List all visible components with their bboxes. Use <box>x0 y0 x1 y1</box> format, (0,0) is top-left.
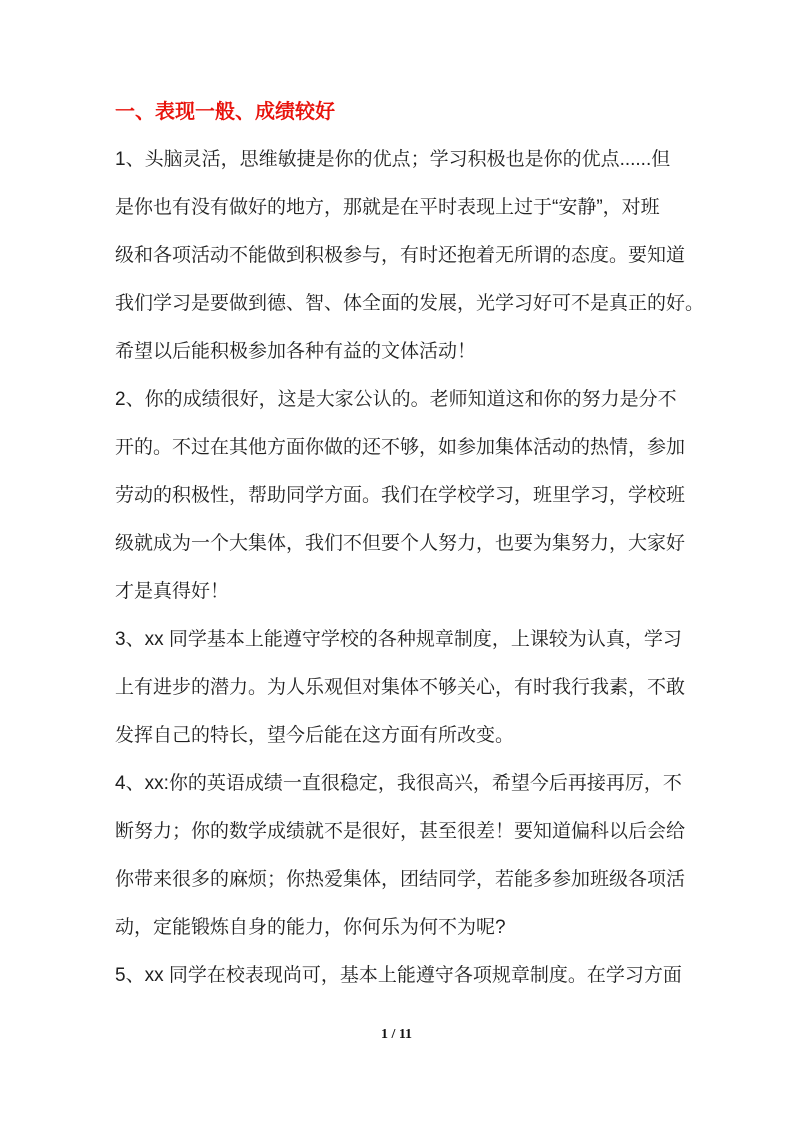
paragraph-3 <box>115 616 686 760</box>
page-number: 1 / 11 <box>380 1027 413 1042</box>
paragraph-4 <box>115 760 686 952</box>
text-line: 1、头脑灵活，思维敏捷是你的优点；学习积极也是你的优点......但 <box>115 149 671 170</box>
text-line: 是你也有没有做好的地方，那就是在平时表现上过于“安静”，对班 <box>115 197 660 218</box>
text-line: 才是真得好！ <box>115 581 230 602</box>
text-line: 3、xx 同学基本上能遵守学校的各种规章制度，上课较为认真，学习 <box>115 629 682 650</box>
paragraph-1 <box>115 136 705 376</box>
text-line: 级就成为一个大集体，我们不但要个人努力，也要为集努力，大家好 <box>115 533 686 554</box>
text-line: 2、你的成绩很好，这是大家公认的。老师知道这和你的努力是分不 <box>115 389 677 410</box>
text-line: 希望以后能积极参加各种有益的文体活动！ <box>115 341 477 362</box>
paragraph-2 <box>115 376 686 616</box>
text-line: 断努力；你的数学成绩就不是很好，甚至很差！要知道偏科以后会给 <box>115 821 686 842</box>
document-content <box>115 88 705 1000</box>
text-line: 开的。不过在其他方面你做的还不够，如参加集体活动的热情，参加 <box>115 437 686 458</box>
text-line: 5、xx 同学在校表现尚可，基本上能遵守各项规章制度。在学习方面 <box>115 965 682 986</box>
section-heading: 一、表现一般、成绩较好 <box>115 101 335 123</box>
text-line: 4、xx:你的英语成绩一直很稳定，我很高兴，希望今后再接再厉，不 <box>115 773 682 794</box>
text-line: 我们学习是要做到德、智、体全面的发展，光学习好可不是真正的好。 <box>115 293 705 314</box>
text-line: 级和各项活动不能做到积极参与，有时还抱着无所谓的态度。要知道 <box>115 245 686 266</box>
text-line: 劳动的积极性，帮助同学方面。我们在学校学习，班里学习，学校班 <box>115 485 686 506</box>
text-line: 上有进步的潜力。为人乐观但对集体不够关心，有时我行我素，不敢 <box>115 677 686 698</box>
paragraph-5 <box>115 952 682 1000</box>
text-line: 你带来很多的麻烦；你热爱集体，团结同学，若能多参加班级各项活 <box>115 869 686 890</box>
text-line: 动，定能锻炼自身的能力，你何乐为何不为呢? <box>115 917 506 938</box>
text-line: 发挥自己的特长，望今后能在这方面有所改变。 <box>115 725 515 746</box>
